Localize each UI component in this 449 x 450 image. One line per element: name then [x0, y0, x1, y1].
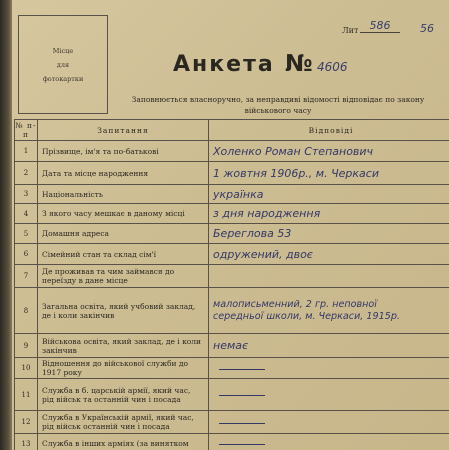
- answer-cell: [209, 411, 449, 434]
- answer-cell: [209, 185, 449, 204]
- question-cell: Прізвище, ім'я та по-батькові: [38, 141, 209, 162]
- blank-dash: [219, 423, 265, 424]
- handwritten-answer: українка: [213, 187, 264, 201]
- photo-label-line3: фотокартки: [42, 74, 84, 83]
- question-cell: Де проживав та чим займався до переїзду в дане місце: [38, 265, 209, 288]
- row-number: 6: [15, 244, 38, 265]
- question-cell: Відношення до військової служби до 1917 року: [38, 358, 209, 379]
- form-number: 4606: [317, 60, 348, 74]
- table-row: [15, 379, 449, 411]
- question-cell: Служба в Українській армії, який час, рід військ останній чин і посада: [38, 411, 209, 434]
- question-cell: Дата та місце народження: [38, 162, 209, 185]
- question-cell: З якого часу мешкає в даному місці: [38, 204, 209, 224]
- question-cell: Служба в б. царській армії, який час, рід військ та останній чин і посада: [38, 379, 209, 411]
- table-row: [15, 185, 449, 204]
- form-subtitle: Заповнюється власноручно, за неправдиві відомості відповідає по закону військового часу: [131, 95, 425, 115]
- row-number: 10: [15, 358, 38, 379]
- handwritten-answer: з дня народження: [213, 207, 321, 220]
- table-row: [15, 244, 449, 265]
- question-cell: Сімейний стан та склад сім'ї: [38, 244, 209, 265]
- sheet-label: Лит: [342, 26, 359, 35]
- blank-dash: [219, 444, 265, 445]
- binding-spine: [0, 0, 12, 450]
- handwritten-answer: 1 жовтня 1906р., м. Черкаси: [213, 166, 379, 180]
- answer-cell: [209, 265, 449, 288]
- column-header-answer: Відповіді: [209, 120, 449, 141]
- table-row: [15, 288, 449, 334]
- row-number: 13: [15, 434, 38, 450]
- answer-cell: [209, 334, 449, 358]
- handwritten-answer: одружений, двоє: [213, 247, 313, 261]
- row-number: 11: [15, 379, 38, 411]
- answer-cell: [209, 141, 449, 162]
- row-number: 12: [15, 411, 38, 434]
- handwritten-answer: Береглова 53: [213, 227, 292, 240]
- handwritten-answer: Холенко Роман Степанович: [213, 144, 374, 158]
- row-number: 7: [15, 265, 38, 288]
- row-number: 2: [15, 162, 38, 185]
- sheet-number: 586: [360, 20, 400, 33]
- row-number: 5: [15, 224, 38, 244]
- table-row: [15, 358, 449, 379]
- handwritten-answer: малописьменний, 2 гр. неповної: [213, 298, 377, 310]
- answer-cell: [209, 224, 449, 244]
- answer-cell: [209, 379, 449, 411]
- question-cell: Домашня адреса: [38, 224, 209, 244]
- answer-cell: [209, 204, 449, 224]
- table-row: [15, 411, 449, 434]
- photo-label-line1: Місце: [52, 46, 74, 55]
- table-row: [15, 162, 449, 185]
- handwritten-answer: середньої школи, м. Черкаси, 1915р.: [213, 310, 400, 322]
- column-header-no: № п-п: [15, 121, 37, 139]
- table-header-row: [15, 120, 449, 141]
- question-cell: Служба в інших арміях (за винятком: [38, 434, 209, 450]
- photo-label-line2: для: [56, 60, 70, 69]
- form-title: Анкета: [173, 52, 275, 77]
- row-number: 9: [15, 334, 38, 358]
- table-row: [15, 141, 449, 162]
- question-cell: Військова освіта, який заклад, де і коли закінчив: [38, 334, 209, 358]
- table-row: [15, 224, 449, 244]
- answer-cell: [209, 358, 449, 379]
- answer-cell: [209, 434, 449, 450]
- table-row: [15, 434, 449, 450]
- question-cell: Національність: [38, 185, 209, 204]
- answer-cell: [209, 288, 449, 334]
- row-number: 4: [15, 204, 38, 224]
- page-number: 56: [420, 22, 434, 35]
- handwritten-answer: немає: [213, 339, 249, 352]
- answer-cell: [209, 244, 449, 265]
- row-number: 1: [15, 141, 38, 162]
- number-sign: №: [285, 51, 313, 77]
- table-row: [15, 265, 449, 288]
- column-header-question: Запитання: [38, 120, 209, 141]
- blank-dash: [219, 395, 265, 396]
- row-number: 8: [15, 288, 38, 334]
- questionnaire-table: [14, 119, 449, 450]
- question-cell: Загальна освіта, який учбовий заклад, де і коли закінчив: [38, 288, 209, 334]
- blank-dash: [219, 369, 265, 370]
- answer-cell: [209, 162, 449, 185]
- table-row: [15, 334, 449, 358]
- table-row: [15, 204, 449, 224]
- photo-placeholder: [18, 15, 108, 114]
- row-number: 3: [15, 185, 38, 204]
